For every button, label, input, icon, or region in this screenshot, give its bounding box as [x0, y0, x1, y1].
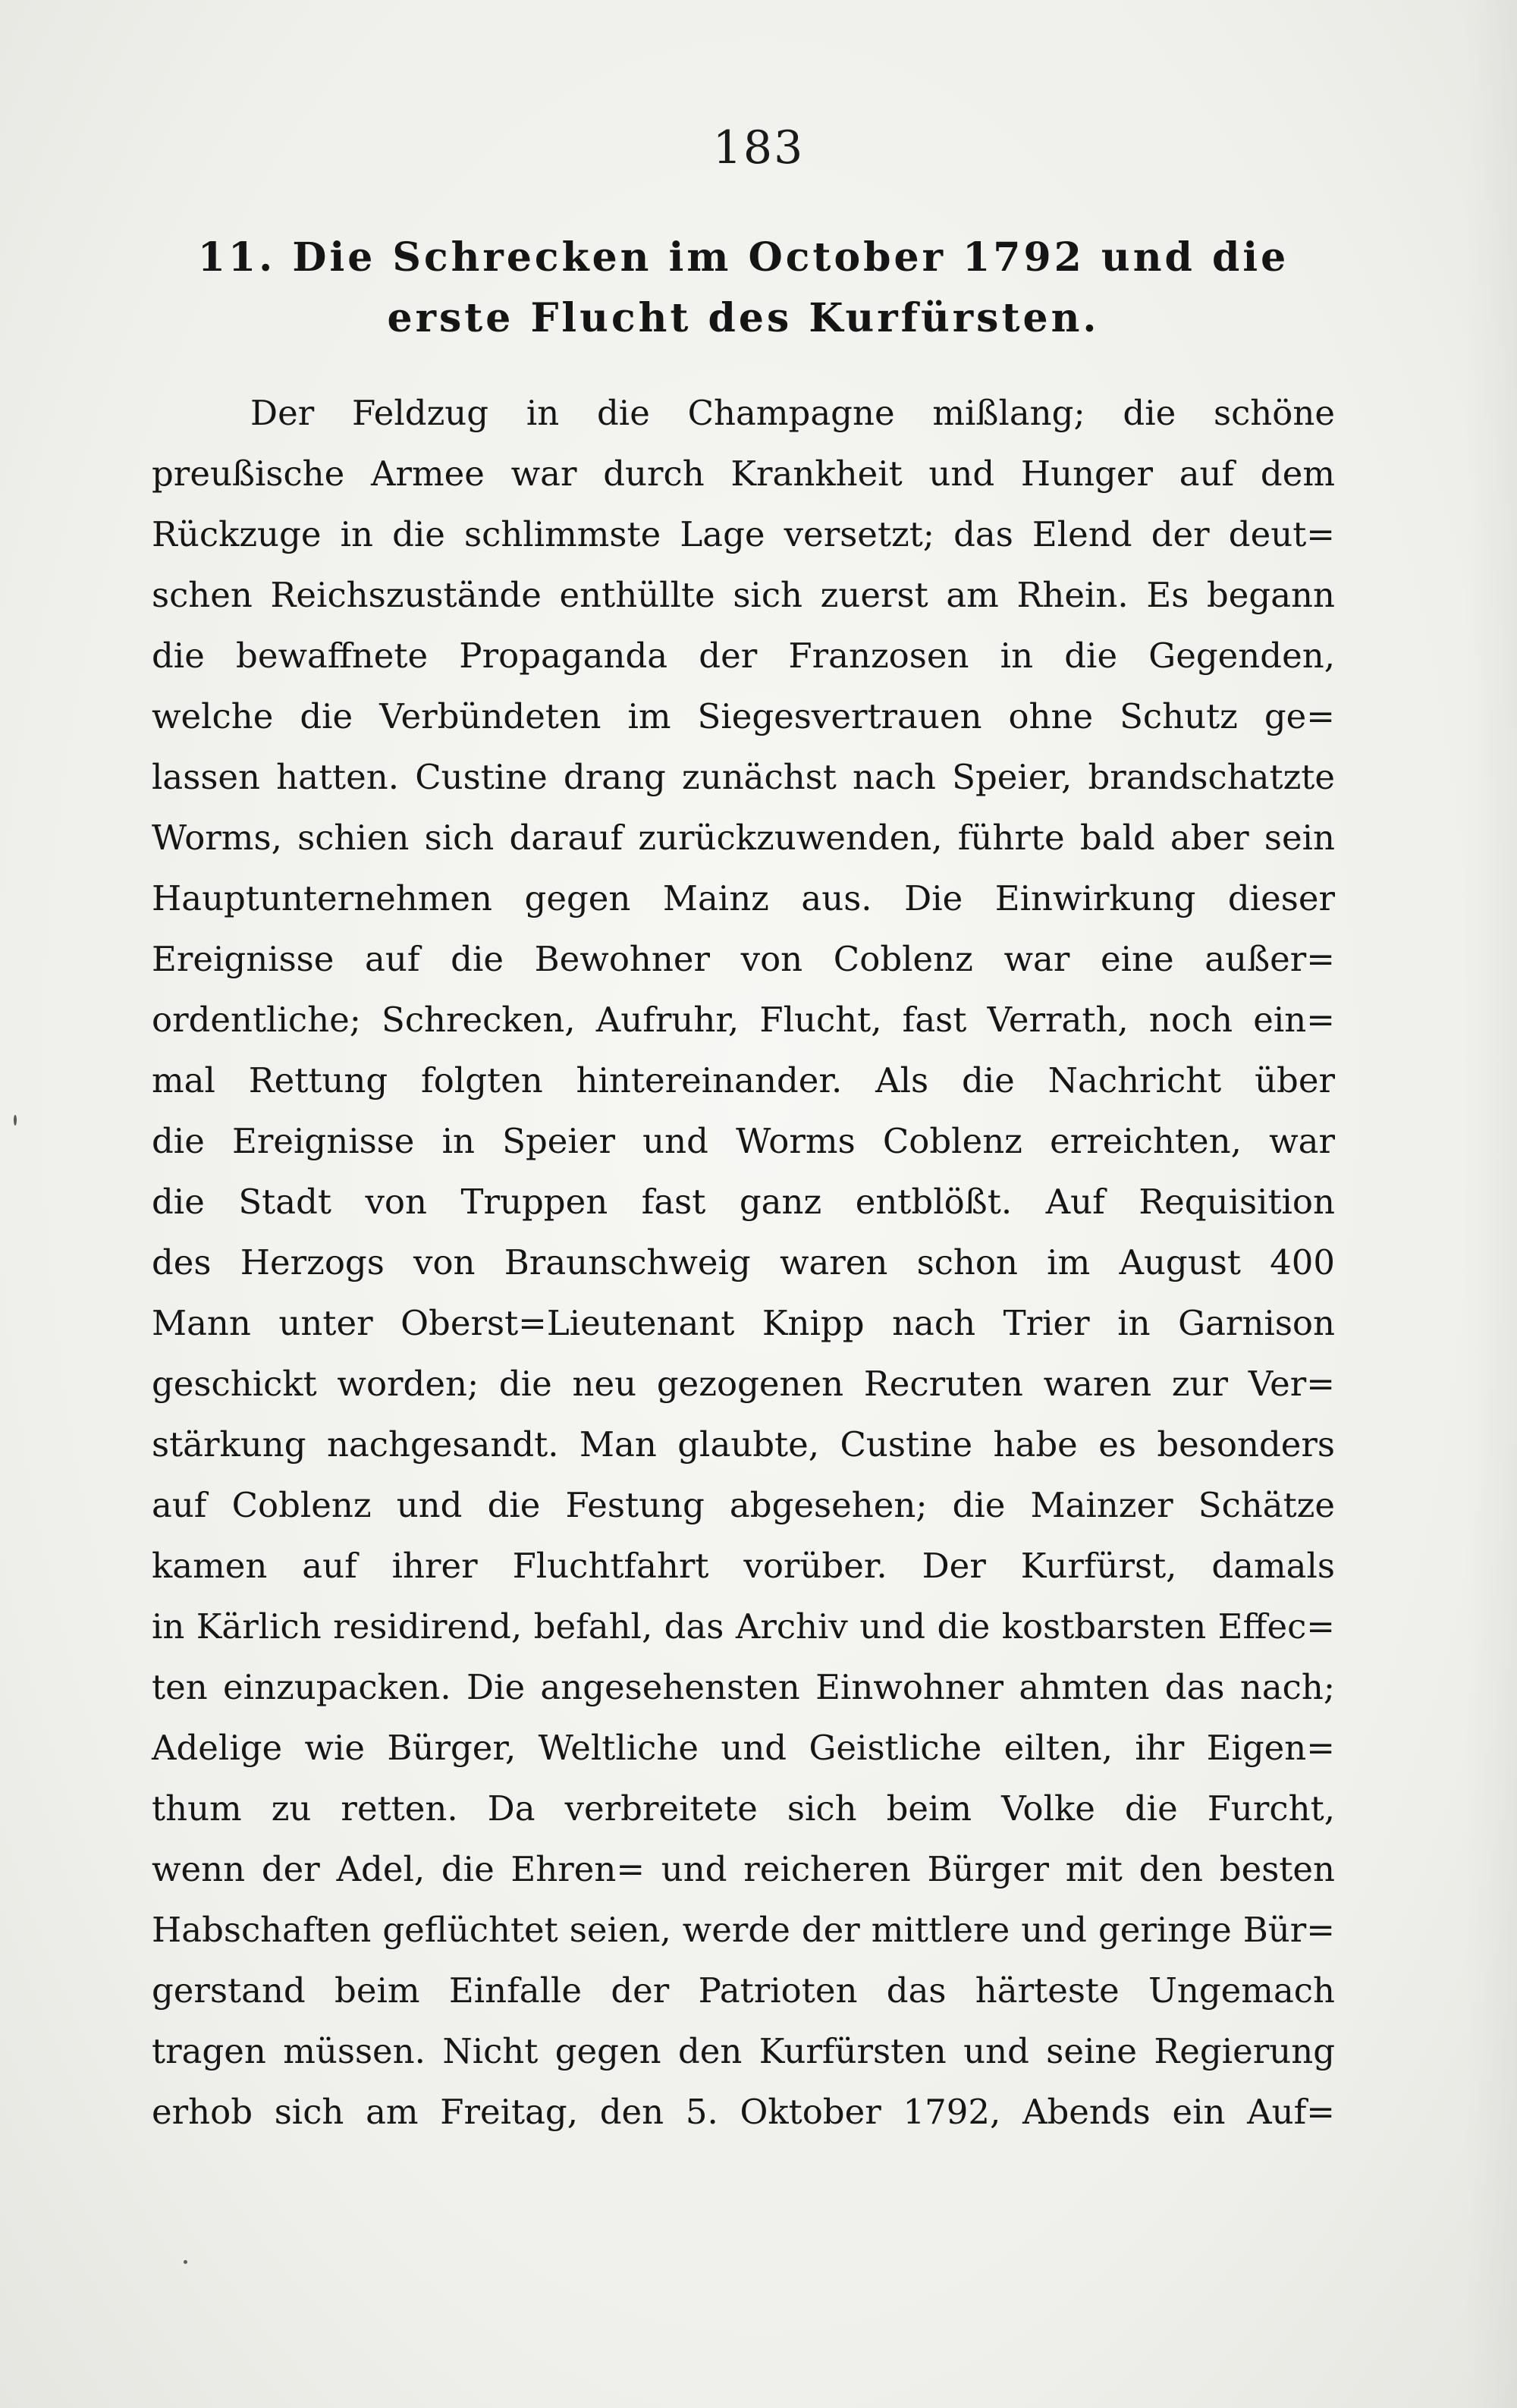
page-number: 183 — [712, 121, 805, 174]
ink-speck — [184, 2260, 187, 2264]
text-line: auf Coblenz und die Festung abgesehen; die Mainzer Schätze — [152, 1485, 1335, 1525]
text-line: Der Feldzug in die Champagne mißlang; die schöne — [250, 393, 1335, 433]
text-line: tragen müssen. Nicht gegen den Kurfürsten und seine Regierung — [152, 2031, 1335, 2071]
page-edge-shadow — [1464, 0, 1517, 2408]
text-line: ordentliche; Schrecken, Aufruhr, Flucht, fast Verrath, noch ein= — [152, 1000, 1335, 1040]
text-line: gerstand beim Einfalle der Patrioten das härteste Ungemach — [152, 1970, 1335, 2011]
text-line: ten einzupacken. Die angesehensten Einwohner ahmten das nach; — [152, 1667, 1335, 1707]
text-line: Mann unter Oberst=Lieutenant Knipp nach Trier in Garnison — [152, 1303, 1335, 1343]
text-line: lassen hatten. Custine drang zunächst nach Speier, brandschatzte — [152, 757, 1335, 797]
text-line: stärkung nachgesandt. Man glaubte, Custine habe es besonders — [152, 1424, 1335, 1465]
text-line: wenn der Adel, die Ehren= und reicheren Bürger mit den besten — [152, 1849, 1335, 1889]
text-line: geschickt worden; die neu gezogenen Recruten waren zur Ver= — [152, 1364, 1335, 1404]
ink-speck — [14, 1115, 17, 1126]
text-line: kamen auf ihrer Fluchtfahrt vorüber. Der Kurfürst, damals — [152, 1546, 1335, 1586]
chapter-heading — [152, 228, 1335, 349]
text-line: schen Reichszustände enthüllte sich zuerst am Rhein. Es begann — [152, 575, 1335, 615]
body-text — [152, 383, 1335, 2143]
chapter-heading-line-2: erste Flucht des Kurfürsten. — [387, 295, 1100, 341]
text-line: erhob sich am Freitag, den 5. Oktober 1792, Abends ein Auf= — [152, 2092, 1335, 2132]
text-line: des Herzogs von Braunschweig waren schon im August 400 — [152, 1242, 1335, 1282]
text-line: preußische Armee war durch Krankheit und Hunger auf dem — [152, 454, 1335, 494]
chapter-heading-line-1: 11. Die Schrecken im October 1792 und die — [197, 234, 1289, 281]
text-line: die Stadt von Truppen fast ganz entblößt. Auf Requisition — [152, 1182, 1335, 1222]
text-line: Adelige wie Bürger, Weltliche und Geistliche eilten, ihr Eigen= — [152, 1728, 1335, 1768]
text-line: Habschaften geflüchtet seien, werde der mittlere und geringe Bür= — [152, 1910, 1335, 1950]
text-line: Rückzuge in die schlimmste Lage versetzt; das Elend der deut= — [152, 514, 1335, 554]
text-line: Worms, schien sich darauf zurückzuwenden, führte bald aber sein — [152, 818, 1335, 858]
text-line: thum zu retten. Da verbreitete sich beim Volke die Furcht, — [152, 1788, 1335, 1829]
text-line: mal Rettung folgten hintereinander. Als die Nachricht über — [152, 1060, 1335, 1100]
text-line: Hauptunternehmen gegen Mainz aus. Die Einwirkung dieser — [152, 878, 1335, 918]
text-line: Ereignisse auf die Bewohner von Coblenz war eine außer= — [152, 939, 1335, 979]
text-line: die Ereignisse in Speier und Worms Coblenz erreichten, war — [152, 1121, 1335, 1161]
text-line: die bewaffnete Propaganda der Franzosen in die Gegenden, — [152, 636, 1335, 676]
text-line: welche die Verbündeten im Siegesvertrauen ohne Schutz ge= — [152, 696, 1335, 736]
text-line: in Kärlich residirend, befahl, das Archiv und die kostbarsten Effec= — [152, 1606, 1335, 1647]
